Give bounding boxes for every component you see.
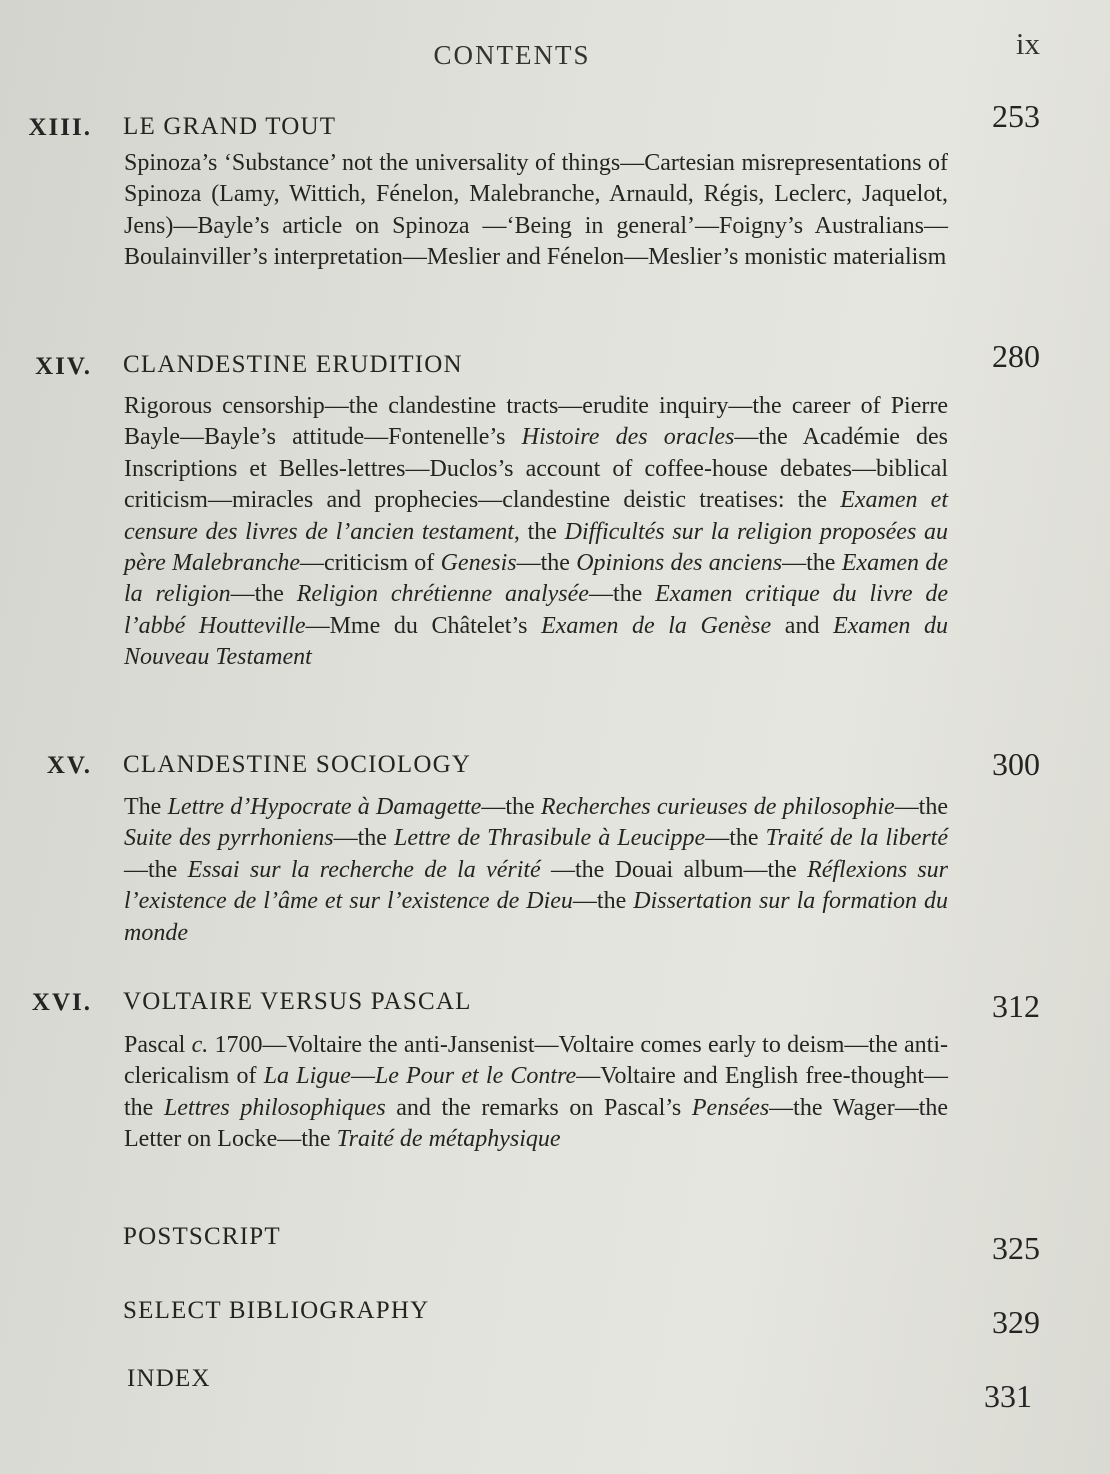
italic-title-text: Histoire des oracles [521, 424, 735, 451]
chapter-title: CLANDESTINE ERUDITION [123, 351, 463, 378]
summary-text: —the [481, 794, 541, 820]
italic-title-text: Opinions des anciens [576, 550, 783, 577]
summary-text: —criticism of [300, 550, 441, 577]
italic-title-text: Pensées [691, 1094, 770, 1121]
summary-text: —Mme du Châtelet’s [305, 612, 542, 639]
back-matter-page-number: 325 [992, 1230, 1040, 1266]
italic-title-text: Examen critique du livre de l’abbé Houtteville [124, 581, 949, 639]
summary-text: , the [513, 518, 565, 545]
summary-text: —the [516, 550, 577, 577]
italic-title-text: Traité de métaphysique [336, 1126, 561, 1153]
chapter-page-number: 300 [992, 746, 1040, 782]
summary-text: —the Académie des Inscriptions et Belles-lettres—Duclos’s account of coffee-house debates—biblical criticism—miracles and prophecies—clandestine deistic treatises: the [124, 424, 949, 514]
chapter-title: VOLTAIRE VERSUS PASCAL [123, 988, 472, 1015]
chapter-title: CLANDESTINE SOCIOLOGY [123, 751, 472, 778]
chapter-number: XIII. [28, 114, 92, 141]
italic-title-text: Genesis [440, 550, 517, 577]
chapter-number: XIV. [35, 353, 92, 380]
chapter-number: XVI. [31, 989, 92, 1016]
italic-title-text: Examen de la Genèse [541, 612, 772, 639]
summary-text: Spinoza’s ‘Substance’ not the universality of things—Cartesian misrepresentations of Spinoza (Lamy, Wittich, Fénelon, Malebranche, Arnauld, Régis, Leclerc, Jaquelot, Jens)—Bayle’s article on Spinoza —‘Being in general’—Foigny’s Australians—Boulainviller’s interpretation—Meslier and Fénelon—Meslier’s monistic materialism [124, 150, 948, 271]
summary-text: —the Wager—the Letter on Locke—the [124, 1094, 949, 1153]
summary-text: Pascal [124, 1032, 192, 1058]
summary-text: —the [782, 550, 842, 577]
italic-title-text: Lettre d’Hypocrate à Damagette [167, 794, 482, 820]
italic-title-text: Examen et censure des livres de l’ancien testament [124, 487, 948, 545]
italic-title-text: Religion chrétienne analysée [296, 581, 589, 608]
italic-title-text: Examen du Nouveau Testament [124, 612, 948, 671]
italic-title-text: Le Pour et le Contre [374, 1063, 577, 1090]
italic-title-text: Difficultés sur la religion proposées au père Malebranche [124, 518, 948, 577]
summary-text: —the [572, 888, 634, 915]
chapter-summary [124, 391, 948, 674]
back-matter-title: SELECT BIBLIOGRAPHY [123, 1297, 430, 1324]
chapter-page-number: 312 [992, 988, 1040, 1024]
italic-title-text: Lettre de Thrasibule à Leucippe [393, 825, 706, 852]
back-matter-page-number: 331 [984, 1378, 1032, 1414]
summary-text: 1700—Voltaire the anti-Jansenist—Voltaire comes early to deism—the anti-clericalism of [124, 1032, 949, 1090]
running-head: CONTENTS [433, 40, 591, 70]
chapter-page-number: 280 [992, 338, 1040, 374]
chapter-number: XV. [46, 752, 92, 779]
summary-text: —the [333, 825, 394, 852]
italic-title-text: c. [191, 1032, 209, 1058]
summary-text: and the remarks on Pascal’s [385, 1094, 692, 1121]
back-matter-page-number: 329 [992, 1304, 1040, 1340]
chapter-title: LE GRAND TOUT [123, 113, 337, 140]
chapter-page-number: 253 [992, 98, 1040, 134]
chapter-summary [124, 1030, 948, 1156]
italic-title-text: Suite des pyrrhoniens [124, 825, 334, 852]
back-matter-title: POSTSCRIPT [123, 1223, 281, 1250]
italic-title-text: Traité de la liberté [765, 825, 949, 852]
chapter-summary [124, 792, 948, 949]
italic-title-text: Recherches curieuses de philosophie [540, 794, 895, 820]
summary-text: —the [124, 856, 188, 883]
folio-page-number: ix [1015, 26, 1040, 61]
summary-text: —Voltaire and English free-thought—the [124, 1063, 949, 1121]
back-matter-title: INDEX [127, 1365, 211, 1392]
summary-text: and [771, 612, 834, 639]
chapter-summary [124, 148, 948, 274]
summary-text: —the [705, 825, 766, 852]
summary-text: — [350, 1063, 375, 1090]
summary-text: Rigorous censorship—the clandestine tracts—erudite inquiry—the career of Pierre Bayle—Bayle’s attitude—Fontenelle’s [124, 393, 948, 451]
summary-text: —the [588, 581, 656, 608]
summary-text: The [124, 794, 168, 820]
summary-text: —the Douai album—the [540, 856, 808, 883]
italic-title-text: Essai sur la recherche de la vérité [187, 856, 541, 883]
summary-text: —the [230, 581, 297, 608]
italic-title-text: La Ligue [263, 1063, 351, 1090]
italic-title-text: Réflexions sur l’existence de l’âme et sur l’existence de Dieu [124, 856, 948, 915]
italic-title-text: Dissertation sur la formation du monde [124, 888, 949, 946]
summary-text: —the [894, 794, 948, 820]
italic-title-text: Examen de la religion [124, 550, 948, 608]
italic-title-text: Lettres philosophiques [163, 1094, 386, 1121]
